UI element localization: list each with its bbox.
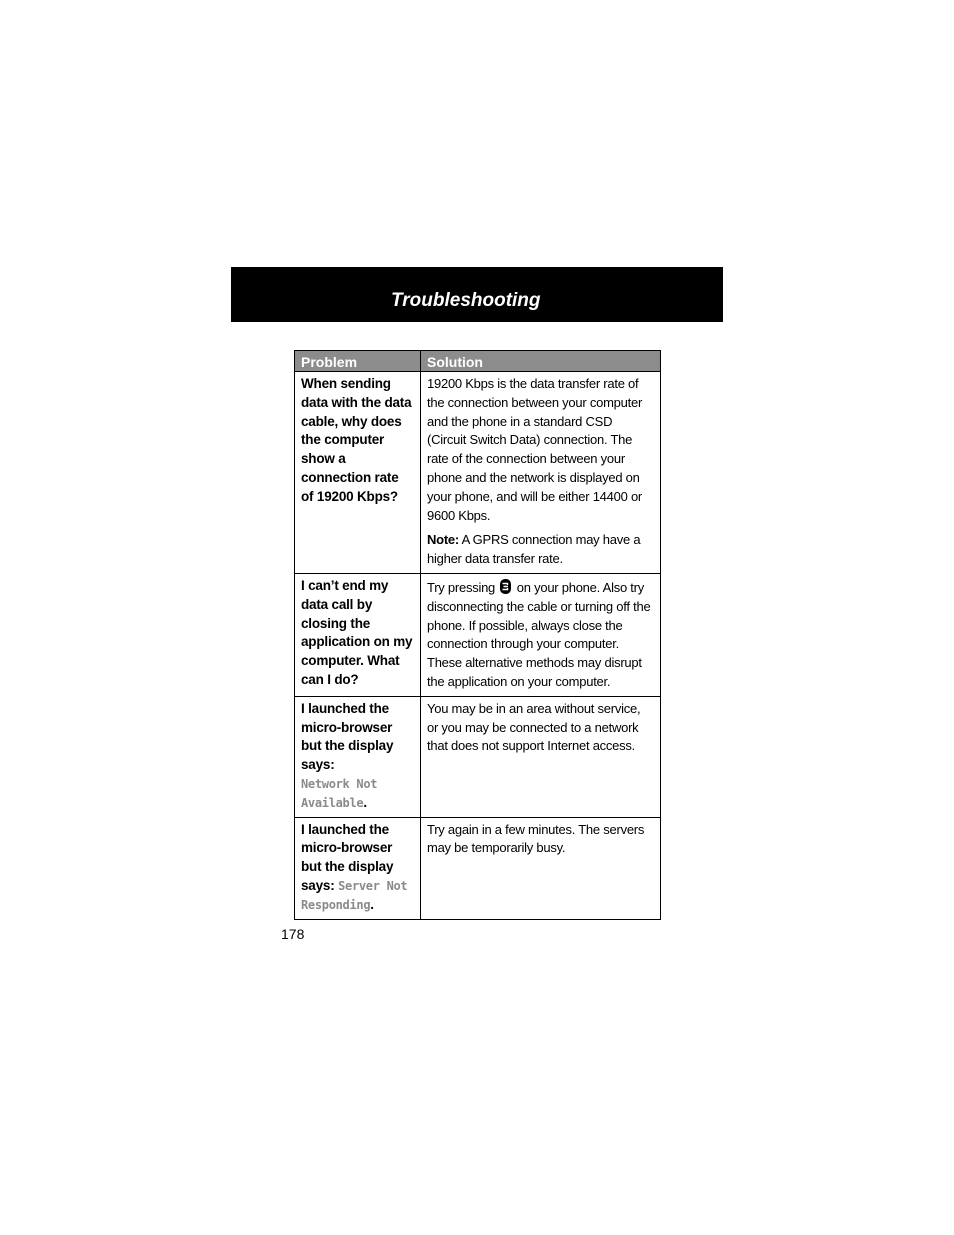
table-row [295,817,661,919]
section-title: Troubleshooting [391,290,541,311]
section-header-bar [231,267,723,322]
problem-end: . [370,896,374,912]
problem-cell [295,696,421,817]
display-message: Server Not Responding [301,878,408,912]
note-label: Note: [427,532,459,548]
solution-cell: Try again in a few minutes. The servers may be temporarily busy. [421,817,661,919]
note-text: A GPRS connection may have a higher data transfer rate. [427,532,641,567]
solution-note [427,531,654,569]
solution-text-after: on your phone. Also try disconnecting the cable or turning off the phone. If possible, always close the connection through your computer. These alternative methods may disrupt the application on your computer. [427,579,651,689]
table-row [295,372,661,574]
table-row [295,696,661,817]
page-number: 178 [281,926,305,942]
solution-cell [421,372,661,574]
solution-cell [421,573,661,696]
table-row [295,573,661,696]
end-key-icon [500,579,511,594]
problem-cell: I can’t end my data call by closing the application on my computer. What can I do? [295,573,421,696]
problem-end: . [363,794,367,810]
column-header-problem: Problem [295,351,421,372]
problem-cell [295,817,421,919]
solution-cell: You may be in an area without service, or you may be connected to a network that does not support Internet access. [421,696,661,817]
problem-cell: When sending data with the data cable, why does the computer show a connection rate of 19200 Kbps? [295,372,421,574]
display-message: Network Not Available [301,776,378,810]
column-header-solution: Solution [421,351,661,372]
problem-text: I launched the micro-browser but the display says: [301,700,394,773]
problem-text: I launched the micro-browser but the display says: [301,821,394,893]
solution-text-before: Try pressing [427,579,499,595]
table-header-row [295,351,661,372]
solution-text: 19200 Kbps is the data transfer rate of the connection between your computer and the phone in a standard CSD (Circuit Switch Data) connection. The rate of the connection between your phone and the network is displayed on your phone, and will be either 14400 or 9600 Kbps. [427,376,643,523]
troubleshooting-table [294,350,661,920]
